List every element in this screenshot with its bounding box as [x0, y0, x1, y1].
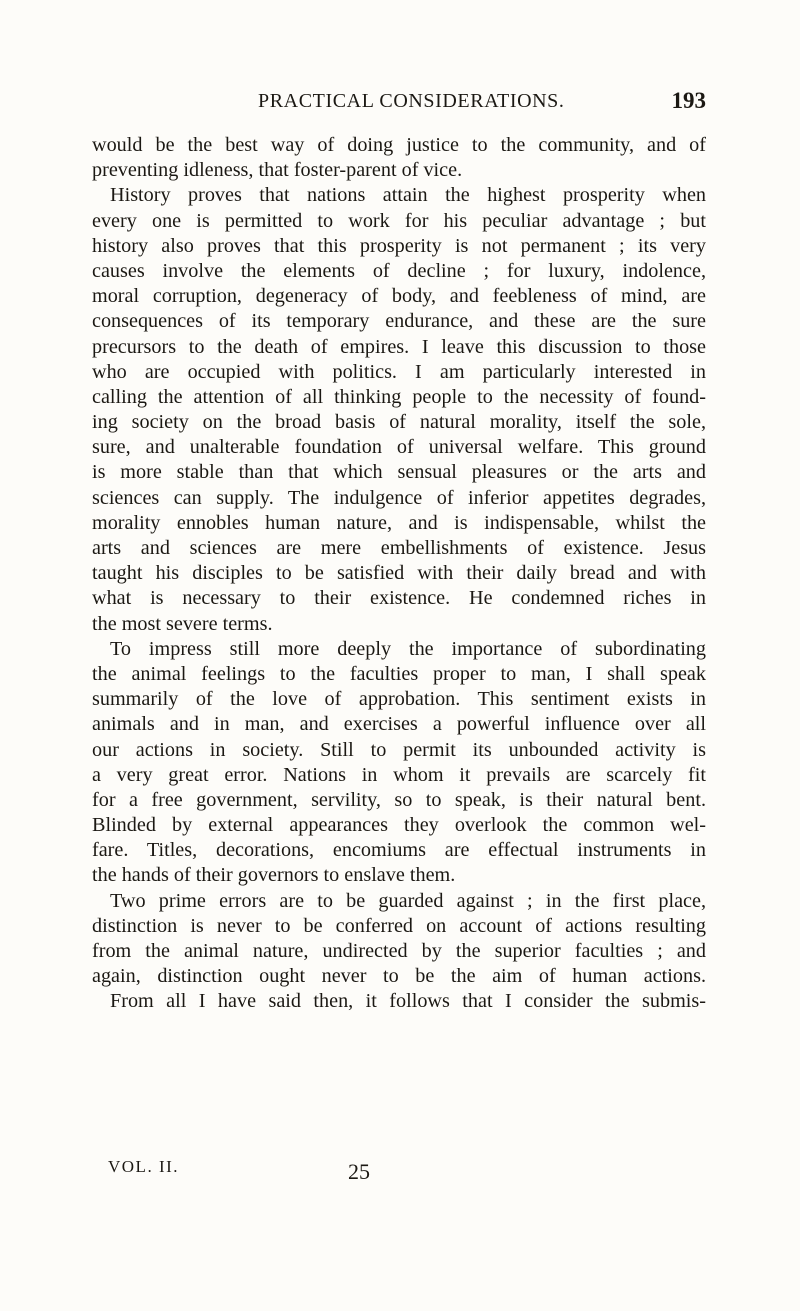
text-line: what is necessary to their existence. He condemned riches in	[92, 587, 706, 610]
page-number: 193	[671, 88, 706, 113]
text-line: a very great error. Nations in whom it prevails are scarcely fit	[92, 763, 706, 786]
text-line: preventing idleness, that foster-parent of vice.	[92, 159, 463, 182]
volume-signature: VOL. II.	[108, 1157, 180, 1176]
text-line: the most severe terms.	[92, 612, 273, 635]
text-line: would be the best way of doing justice to the community, and of	[92, 134, 706, 156]
text-line: again, distinction ought never to be the aim of human actions.	[92, 965, 706, 988]
text-line: causes involve the elements of decline ; for luxury, indolence,	[92, 259, 706, 282]
text-line: sciences can supply. The indulgence of inferior appetites degrades,	[92, 486, 706, 509]
text-line: fare. Titles, decorations, encomiums are effectual instruments in	[92, 839, 706, 862]
text-line: the animal feelings to the faculties proper to man, I shall speak	[92, 662, 706, 685]
text-line: arts and sciences are mere embellishments of existence. Jesus	[92, 537, 706, 559]
text-line: Two prime errors are to be guarded against ; in the first place,	[110, 889, 706, 912]
text-line: is more stable than that which sensual pleasures or the arts and	[92, 461, 706, 484]
text-line: history also proves that this prosperity is not permanent ; its very	[92, 234, 706, 257]
text-line: summarily of the love of approbation. This sentiment exists in	[92, 688, 706, 711]
text-line: History proves that nations attain the highest prosperity when	[110, 184, 706, 207]
running-header	[92, 88, 706, 118]
text-line: from the animal nature, undirected by the superior faculties ; and	[92, 940, 706, 962]
text-line: distinction is never to be conferred on account of actions resulting	[92, 914, 706, 937]
text-line: the hands of their governors to enslave them.	[92, 864, 456, 887]
text-line: From all I have said then, it follows that I consider the submis-	[110, 990, 706, 1013]
text-line: for a free government, servility, so to speak, is their natural bent.	[92, 788, 706, 811]
text-line: morality ennobles human nature, and is indispensable, whilst the	[92, 511, 706, 534]
text-line: moral corruption, degeneracy of body, and feebleness of mind, are	[92, 285, 706, 308]
body-text	[92, 133, 706, 1015]
text-line: ing society on the broad basis of natural morality, itself the sole,	[92, 411, 706, 434]
text-line: consequences of its temporary endurance, and these are the sure	[92, 310, 706, 333]
text-line: To impress still more deeply the importance of subordinating	[110, 637, 706, 660]
text-line: sure, and unalterable foundation of universal welfare. This ground	[92, 436, 706, 459]
text-line: who are occupied with politics. I am particularly interested in	[92, 360, 706, 383]
text-line: Blinded by external appearances they overlook the common wel-	[92, 814, 706, 837]
text-line: our actions in society. Still to permit its unbounded activity is	[92, 738, 706, 761]
signature-line	[108, 1157, 508, 1187]
text-line: taught his disciples to be satisfied with their daily bread and with	[92, 562, 706, 585]
running-title: PRACTICAL CONSIDERATIONS.	[258, 90, 565, 112]
text-line: precursors to the death of empires. I leave this discussion to those	[92, 335, 706, 358]
signature-number: 25	[348, 1159, 370, 1184]
text-line: every one is permitted to work for his peculiar advantage ; but	[92, 209, 706, 232]
text-line: calling the attention of all thinking people to the necessity of found-	[92, 385, 706, 408]
text-line: animals and in man, and exercises a powerful influence over all	[92, 713, 706, 736]
